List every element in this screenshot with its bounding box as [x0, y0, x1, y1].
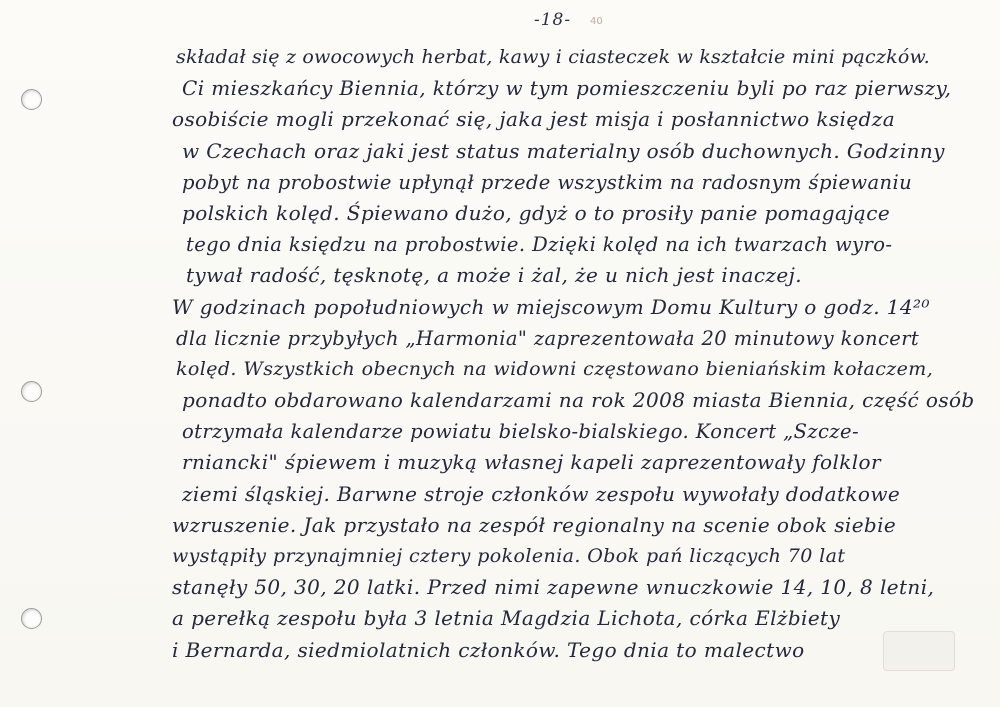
stamp-number: 40 [590, 16, 603, 27]
text-line: otrzymała kalendarze powiatu bielsko-bialskiego. Koncert „Szcze- [182, 420, 859, 444]
page-number: -18- [534, 10, 572, 30]
text-line: polskich kolęd. Śpiewano dużo, gdyż o to prosiły panie pomagające [182, 200, 891, 225]
text-line: pobyt na probostwie upłynął przede wszystkim na radosnym śpiewaniu [182, 170, 913, 194]
binder-hole-top [21, 89, 42, 110]
binder-hole-bottom [21, 608, 42, 629]
handwritten-text-block [172, 42, 975, 666]
text-line: dla licznie przybyłych „Harmonia" zaprezentowała 20 minutowy koncert [176, 326, 920, 350]
text-line: wystąpiły przynajmniej cztery pokolenia. Obok pań liczących 70 lat [172, 545, 846, 567]
text-line: Ci mieszkańcy Biennia, którzy w tym pomieszczeniu byli po raz pierwszy, [182, 76, 952, 101]
text-line: w Czechach oraz jaki jest status materialny osób duchownych. Godzinny [182, 138, 945, 163]
text-line: a perełką zespołu była 3 letnia Magdzia Lichota, córka Elżbiety [172, 606, 841, 631]
text-line: stanęły 50, 30, 20 latki. Przed nimi zapewne wnuczkowie 14, 10, 8 letni, [172, 575, 935, 600]
text-line: tego dnia księdzu na probostwie. Dzięki kolęd na ich twarzach wyro- [186, 233, 893, 257]
text-line: tywał radość, tęsknotę, a może i żal, że u nich jest inaczej. [186, 263, 802, 288]
text-line: wzruszenie. Jak przystało na zespół regionalny na scenie obok siebie [172, 512, 897, 537]
text-line: W godzinach popołudniowych w miejscowym Domu Kultury o godz. 14²⁰ [172, 294, 930, 319]
binder-hole-middle [21, 381, 42, 402]
text-line: rniancki" śpiewem i muzyką własnej kapeli zaprezentowały folklor [182, 450, 881, 475]
correction-patch [884, 632, 954, 670]
text-line: osobiście mogli przekonać się, jaka jest misja i posłannictwo księdza [172, 107, 896, 132]
text-line: kolęd. Wszystkich obecnych na widowni częstowano bieniańskim kołaczem, [176, 357, 934, 380]
text-line: składał się z owocowych herbat, kawy i ciasteczek w kształcie mini pączków. [176, 46, 930, 68]
text-line: ponadto obdarowano kalendarzami na rok 2008 miasta Biennia, część osób [182, 388, 975, 413]
text-line: ziemi śląskiej. Barwne stroje członków zespołu wywołały dodatkowe [182, 481, 901, 506]
text-line: i Bernarda, siedmiolatnich członków. Tego dnia to malectwo [172, 637, 805, 662]
